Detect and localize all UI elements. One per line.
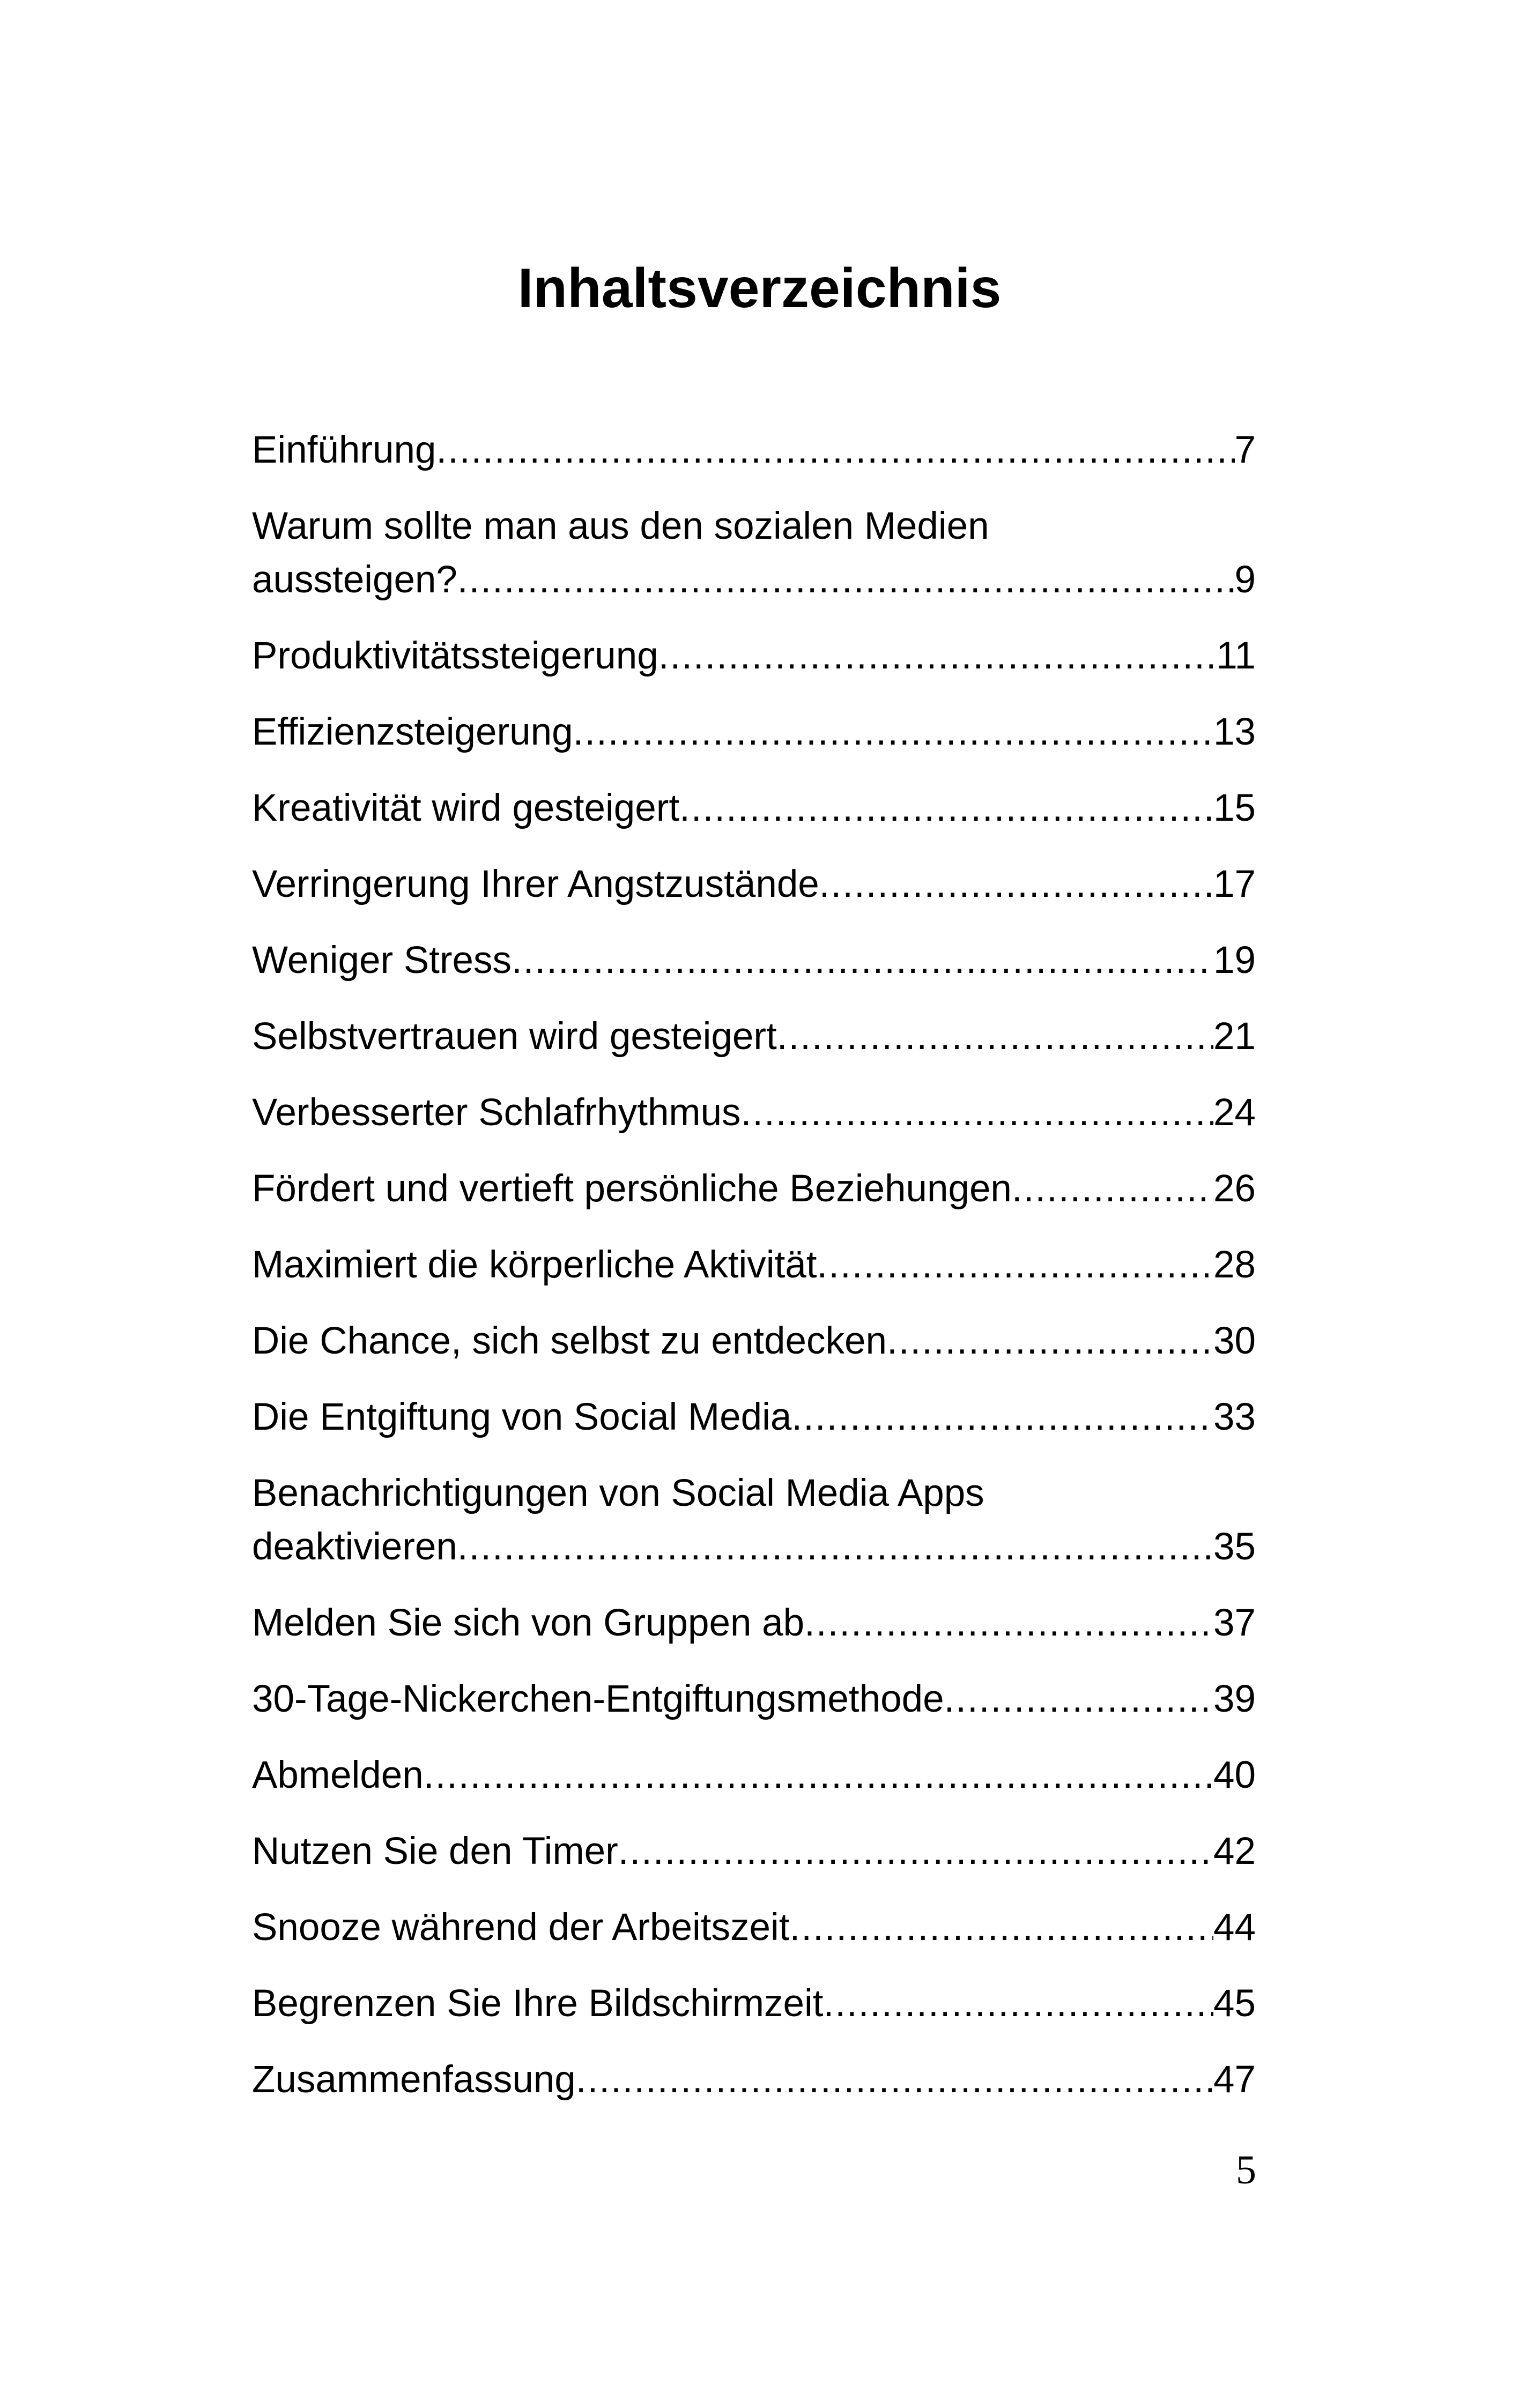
toc-entry-page: 7 xyxy=(1234,429,1256,471)
toc-entry-line xyxy=(252,782,1256,835)
toc-entry-page: 37 xyxy=(1213,1602,1256,1644)
toc-entry-page: 40 xyxy=(1213,1754,1256,1796)
dot-leader xyxy=(457,553,1235,607)
toc-entry-page: 42 xyxy=(1213,1830,1256,1872)
toc-entry-title: Maximiert die körperliche Aktivität xyxy=(252,1244,817,1286)
toc-entry xyxy=(252,1673,1256,1726)
toc-entry-title: Verbesserter Schlafrhythmus xyxy=(252,1091,741,1134)
toc-entry xyxy=(252,2053,1256,2107)
toc-entry-title: Fördert und vertieft persönliche Beziehungen xyxy=(252,1168,1012,1210)
toc-entry-line xyxy=(252,705,1256,759)
toc-entry xyxy=(252,782,1256,835)
toc-entry-page: 28 xyxy=(1213,1244,1256,1286)
toc-entry xyxy=(252,1467,1256,1574)
toc-entry-title: Weniger Stress xyxy=(252,939,512,982)
toc-entry-title: Die Entgiftung von Social Media xyxy=(252,1396,792,1438)
toc-entry-page: 21 xyxy=(1213,1015,1256,1058)
toc-entry-title: Einführung xyxy=(252,429,436,471)
dot-leader xyxy=(777,1010,1213,1064)
dot-leader xyxy=(817,1238,1213,1292)
dot-leader xyxy=(791,1391,1213,1444)
toc-entry-page: 47 xyxy=(1213,2058,1256,2101)
toc-entry-line xyxy=(252,553,1256,607)
dot-leader xyxy=(1012,1162,1213,1216)
toc-entry-title: Kreativität wird gesteigert xyxy=(252,787,680,829)
toc-entry-page: 39 xyxy=(1213,1678,1256,1720)
toc-entry-page: 19 xyxy=(1213,939,1256,982)
toc-entry-line xyxy=(252,1596,1256,1650)
toc-entry-page: 11 xyxy=(1216,635,1256,677)
dot-leader xyxy=(824,1977,1214,2031)
dot-leader xyxy=(573,705,1213,759)
toc-entry-title: Zusammenfassung xyxy=(252,2058,576,2101)
toc-entry-title: Selbstvertrauen wird gesteigert xyxy=(252,1015,777,1058)
toc-entry-line xyxy=(252,1977,1256,2031)
toc-entry-line xyxy=(252,2053,1256,2107)
toc-entry-line xyxy=(252,1010,1256,1064)
toc-entry-title: Melden Sie sich von Gruppen ab xyxy=(252,1602,805,1644)
toc-entry xyxy=(252,858,1256,911)
dot-leader xyxy=(804,1596,1213,1650)
toc-entry-page: 35 xyxy=(1213,1526,1256,1568)
toc-entry-page: 33 xyxy=(1213,1396,1256,1438)
toc-entry-title: Nutzen Sie den Timer xyxy=(252,1830,618,1872)
toc-entry-line xyxy=(252,1520,1256,1574)
toc-entry-title: deaktivieren xyxy=(252,1526,457,1568)
dot-leader xyxy=(512,934,1213,987)
toc-entry-page: 44 xyxy=(1213,1906,1256,1949)
toc-entry-line xyxy=(252,858,1256,911)
toc-entry-title-line: Benachrichtigungen von Social Media Apps xyxy=(252,1472,984,1514)
toc-entry xyxy=(252,1825,1256,1878)
toc-entry-title: 30-Tage-Nickerchen-Entgiftungsmethode xyxy=(252,1678,944,1720)
toc-entry-line xyxy=(252,1673,1256,1726)
toc-entry xyxy=(252,1238,1256,1292)
toc-entry-line xyxy=(252,1825,1256,1878)
toc-entry xyxy=(252,1162,1256,1216)
page-title: Inhaltsverzeichnis xyxy=(517,257,1002,319)
dot-leader xyxy=(618,1825,1213,1878)
toc-entry-line xyxy=(252,1086,1256,1140)
toc-entry xyxy=(252,1596,1256,1650)
toc-entry-page: 17 xyxy=(1213,863,1256,905)
toc-entry-line xyxy=(252,1314,1256,1368)
toc-entry-page: 24 xyxy=(1213,1091,1256,1134)
table-of-contents xyxy=(252,423,1256,2129)
toc-entry xyxy=(252,423,1256,477)
dot-leader xyxy=(741,1086,1213,1140)
toc-entry-title: aussteigen? xyxy=(252,559,457,601)
toc-entry-title: Snooze während der Arbeitszeit xyxy=(252,1906,790,1949)
toc-entry-title: Produktivitätssteigerung xyxy=(252,635,658,677)
toc-entry xyxy=(252,934,1256,987)
dot-leader xyxy=(679,782,1213,835)
toc-entry xyxy=(252,1749,1256,1802)
dot-leader xyxy=(887,1314,1213,1368)
toc-entry xyxy=(252,705,1256,759)
toc-entry-title-line: Warum sollte man aus den sozialen Medien xyxy=(252,505,989,547)
toc-entry-page: 15 xyxy=(1213,787,1256,829)
toc-entry-page: 45 xyxy=(1213,1982,1256,2025)
toc-entry-line xyxy=(252,1391,1256,1444)
toc-entry-line xyxy=(252,1901,1256,1954)
page-number: 5 xyxy=(1236,2147,1256,2193)
toc-entry xyxy=(252,1977,1256,2031)
toc-entry-line xyxy=(252,1238,1256,1292)
dot-leader xyxy=(436,423,1234,477)
dot-leader xyxy=(790,1901,1214,1954)
dot-leader xyxy=(457,1520,1213,1574)
toc-entry-title: Abmelden xyxy=(252,1754,424,1796)
toc-entry xyxy=(252,1901,1256,1954)
dot-leader xyxy=(424,1749,1213,1802)
toc-entry-page: 9 xyxy=(1234,559,1256,601)
toc-entry-page: 13 xyxy=(1213,711,1256,753)
toc-entry-line xyxy=(252,934,1256,987)
dot-leader xyxy=(819,858,1213,911)
toc-entry xyxy=(252,1010,1256,1064)
dot-leader xyxy=(944,1673,1213,1726)
toc-entry xyxy=(252,1086,1256,1140)
toc-entry-page: 30 xyxy=(1213,1320,1256,1362)
toc-entry-line xyxy=(252,1749,1256,1802)
toc-entry-line xyxy=(252,629,1256,683)
toc-entry-title: Die Chance, sich selbst zu entdecken xyxy=(252,1320,887,1362)
toc-entry-title: Effizienzsteigerung xyxy=(252,711,573,753)
dot-leader xyxy=(576,2053,1213,2107)
toc-entry xyxy=(252,500,1256,607)
toc-entry-line xyxy=(252,1162,1256,1216)
toc-entry-title: Begrenzen Sie Ihre Bildschirmzeit xyxy=(252,1982,824,2025)
dot-leader xyxy=(658,629,1217,683)
toc-entry-title: Verringerung Ihrer Angstzustände xyxy=(252,863,819,905)
toc-entry xyxy=(252,629,1256,683)
toc-entry-line xyxy=(252,423,1256,477)
toc-entry-page: 26 xyxy=(1213,1168,1256,1210)
toc-entry xyxy=(252,1391,1256,1444)
toc-entry xyxy=(252,1314,1256,1368)
